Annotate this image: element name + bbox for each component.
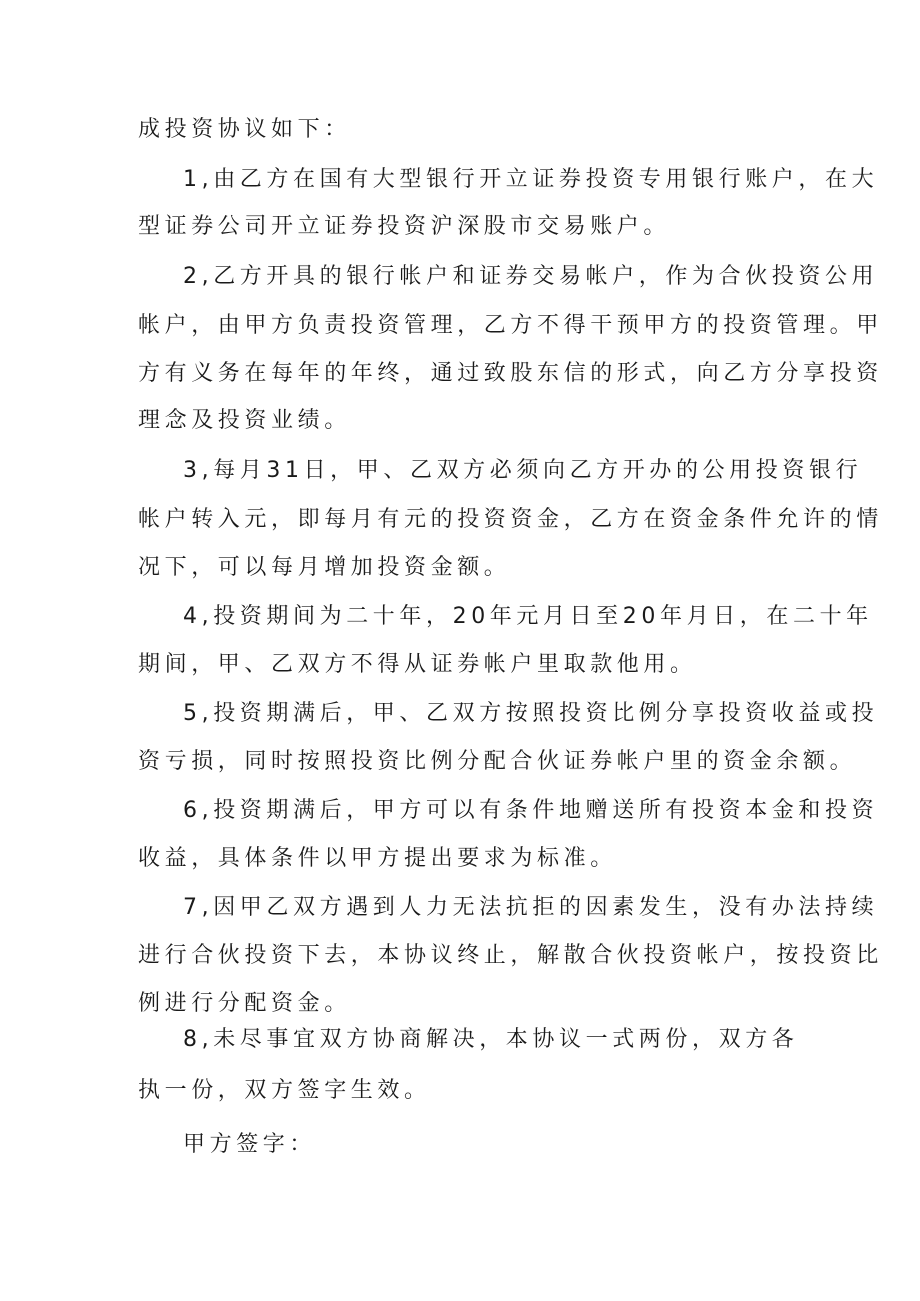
text-line: 型证券公司开立证券投资沪深股市交易账户。 bbox=[138, 214, 671, 239]
text-line: 期间，甲、乙双方不得从证券帐户里取款他用。 bbox=[138, 652, 697, 677]
text-line: 2,乙方开具的银行帐户和证券交易帐户，作为合伙投资公用 bbox=[183, 264, 879, 289]
signature-label: 甲方签字： bbox=[183, 1132, 317, 1157]
text-line: 帐户，由甲方负责投资管理，乙方不得干预甲方的投资管理。甲 bbox=[138, 313, 883, 338]
text-line: 资亏损，同时按照投资比例分配合伙证券帐户里的资金余额。 bbox=[138, 749, 857, 774]
text-line: 收益，具体条件以甲方提出要求为标准。 bbox=[138, 846, 617, 871]
text-line: 5,投资期满后，甲、乙双方按照投资比例分享投资收益或投 bbox=[183, 701, 879, 726]
text-line: 进行合伙投资下去，本协议终止，解散合伙投资帐户，按投资比 bbox=[138, 943, 883, 968]
text-line: 8,未尽事宜双方协商解决，本协议一式两份，双方各 bbox=[183, 1027, 799, 1052]
text-line: 方有义务在每年的年终，通过致股东信的形式，向乙方分享投资 bbox=[138, 361, 883, 386]
text-line: 3,每月31日，甲、乙双方必须向乙方开办的公用投资银行 bbox=[183, 458, 863, 483]
text-line: 执一份，双方签字生效。 bbox=[138, 1078, 431, 1103]
text-line: 例进行分配资金。 bbox=[138, 991, 351, 1016]
text-line: 理念及投资业绩。 bbox=[138, 408, 351, 433]
text-line: 7,因甲乙双方遇到人力无法抗拒的因素发生，没有办法持续 bbox=[183, 895, 879, 920]
text-line: 况下，可以每月增加投资金额。 bbox=[138, 555, 511, 580]
text-line: 成投资协议如下： bbox=[138, 117, 351, 142]
text-line: 帐户转入元，即每月有元的投资资金，乙方在资金条件允许的情 bbox=[138, 507, 883, 532]
text-line: 4,投资期间为二十年，20年元月日至20年月日，在二十年 bbox=[183, 604, 873, 629]
text-line: 6,投资期满后，甲方可以有条件地赠送所有投资本金和投资 bbox=[183, 798, 879, 823]
text-line: 1,由乙方在国有大型银行开立证券投资专用银行账户，在大 bbox=[183, 167, 879, 192]
